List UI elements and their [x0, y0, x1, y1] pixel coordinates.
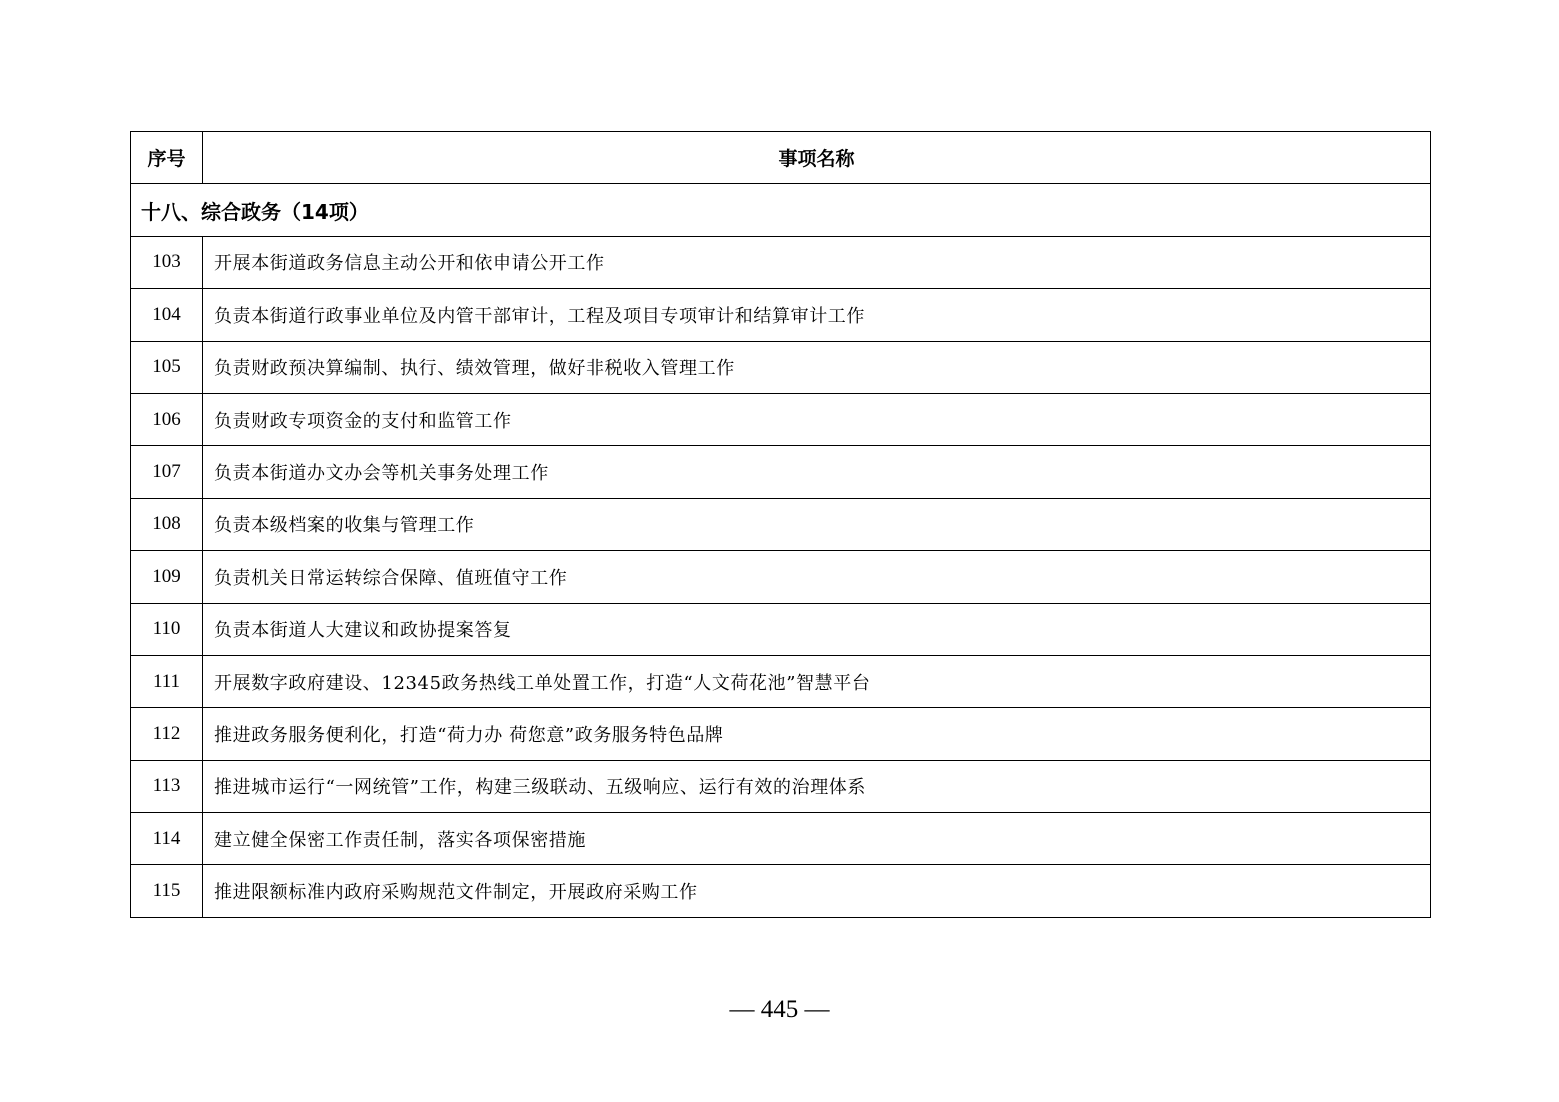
row-item-name: 负责本街道人大建议和政协提案答复 — [203, 603, 1431, 655]
row-number: 103 — [131, 236, 203, 288]
row-item-name: 推进限额标准内政府采购规范文件制定，开展政府采购工作 — [203, 865, 1431, 917]
row-number: 113 — [131, 760, 203, 812]
header-row — [131, 132, 1431, 184]
table-row — [131, 708, 1431, 760]
row-number: 109 — [131, 551, 203, 603]
section-row — [131, 184, 1431, 236]
table-row — [131, 760, 1431, 812]
row-number: 111 — [131, 655, 203, 707]
row-number: 106 — [131, 393, 203, 445]
table-row — [131, 865, 1431, 917]
row-item-name: 推进政务服务便利化，打造“荷力办 荷您意”政务服务特色品牌 — [203, 708, 1431, 760]
matters-table — [130, 131, 1431, 918]
table-row — [131, 813, 1431, 865]
row-item-name: 开展数字政府建设、12345政务热线工单处置工作，打造“人文荷花池”智慧平台 — [203, 655, 1431, 707]
row-item-name: 开展本街道政务信息主动公开和依申请公开工作 — [203, 236, 1431, 288]
table-row — [131, 655, 1431, 707]
row-item-name: 负责本街道办文办会等机关事务处理工作 — [203, 446, 1431, 498]
row-item-name: 负责本级档案的收集与管理工作 — [203, 498, 1431, 550]
row-number: 108 — [131, 498, 203, 550]
table-row — [131, 446, 1431, 498]
row-item-name: 推进城市运行“一网统管”工作，构建三级联动、五级响应、运行有效的治理体系 — [203, 760, 1431, 812]
header-number: 序号 — [131, 132, 203, 184]
table-row — [131, 551, 1431, 603]
row-item-name: 负责财政专项资金的支付和监管工作 — [203, 393, 1431, 445]
row-number: 115 — [131, 865, 203, 917]
row-item-name: 负责机关日常运转综合保障、值班值守工作 — [203, 551, 1431, 603]
section-title: 十八、综合政务（14项） — [131, 184, 1431, 236]
table-row — [131, 498, 1431, 550]
row-number: 112 — [131, 708, 203, 760]
row-number: 104 — [131, 289, 203, 341]
table-body — [131, 132, 1431, 918]
row-item-name: 负责本街道行政事业单位及内管干部审计，工程及项目专项审计和结算审计工作 — [203, 289, 1431, 341]
header-item-name: 事项名称 — [203, 132, 1431, 184]
row-number: 114 — [131, 813, 203, 865]
table-row — [131, 289, 1431, 341]
page-number: — 445 — — [729, 996, 830, 1023]
row-number: 110 — [131, 603, 203, 655]
table-row — [131, 341, 1431, 393]
row-item-name: 建立健全保密工作责任制，落实各项保密措施 — [203, 813, 1431, 865]
row-number: 105 — [131, 341, 203, 393]
table-row — [131, 603, 1431, 655]
row-item-name: 负责财政预决算编制、执行、绩效管理，做好非税收入管理工作 — [203, 341, 1431, 393]
row-number: 107 — [131, 446, 203, 498]
table-row — [131, 393, 1431, 445]
table-row — [131, 236, 1431, 288]
